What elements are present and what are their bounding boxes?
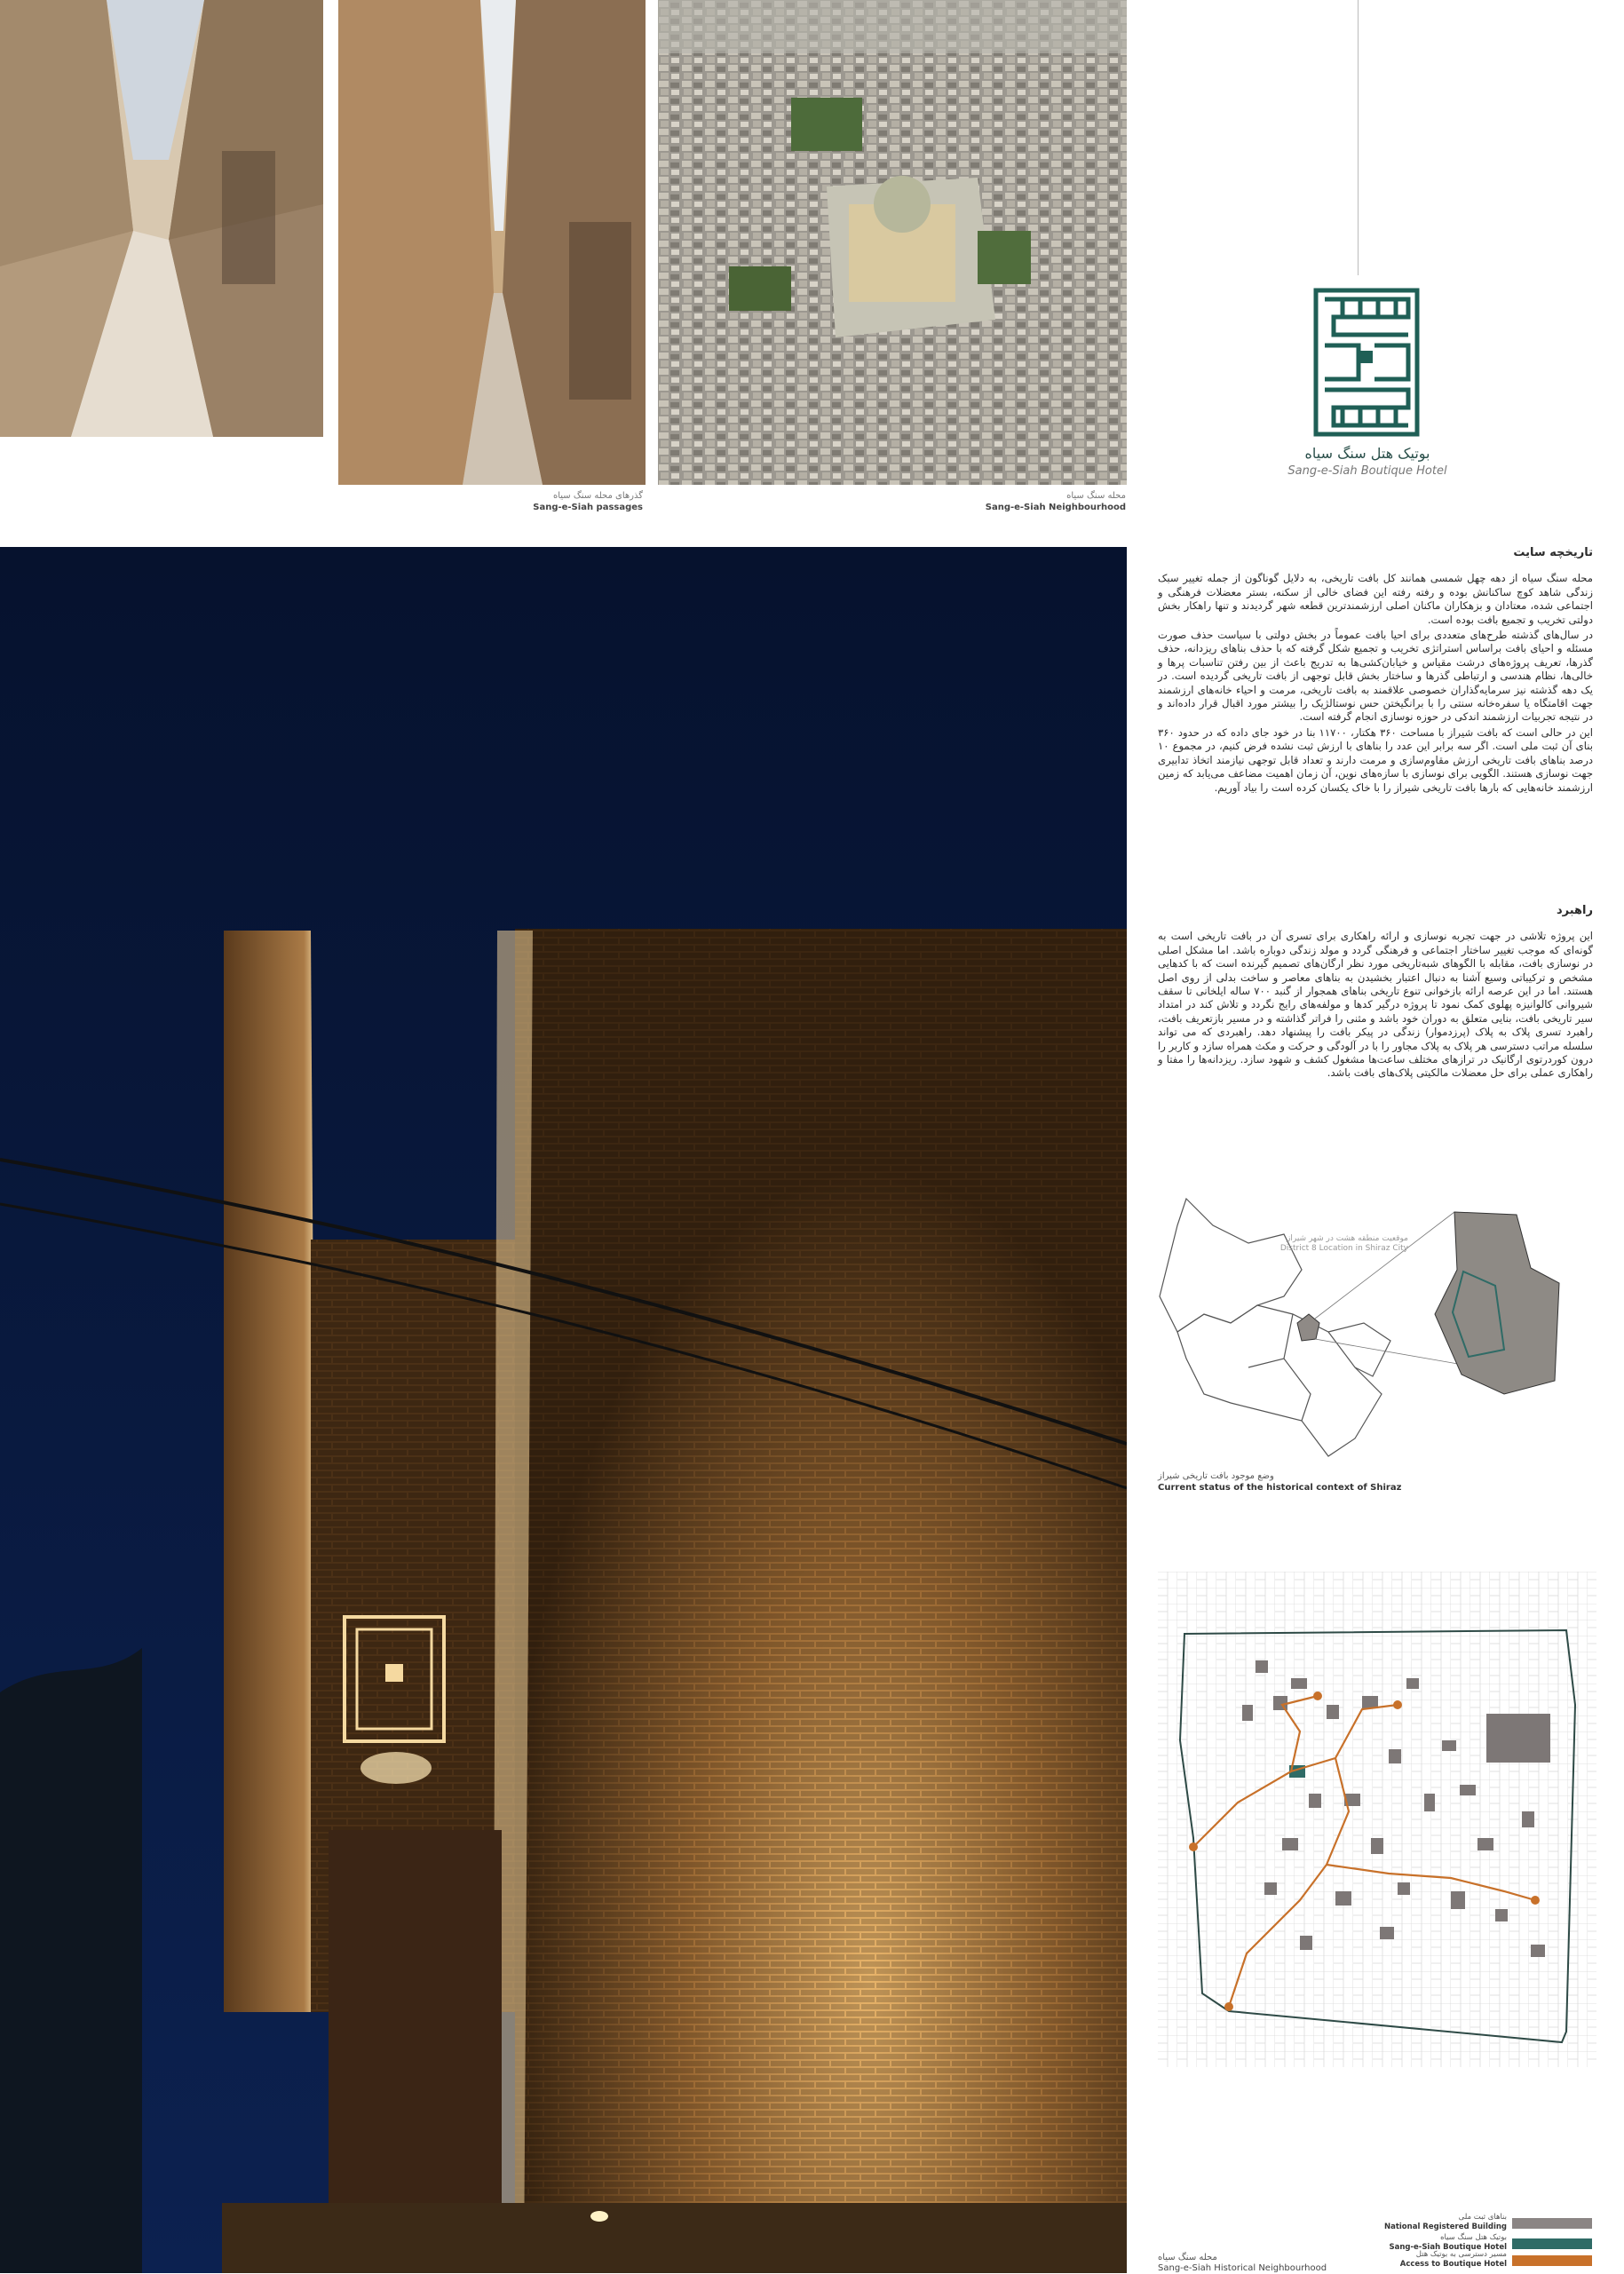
legend-label-en: Sang-e-Siah Boutique Hotel	[1389, 2243, 1507, 2252]
caption-passages-en: Sang-e-Siah passages	[533, 503, 643, 512]
district-location-label	[1266, 1234, 1408, 1254]
logo-title-en: Sang-e-Siah Boutique Hotel	[1287, 464, 1447, 478]
neighbourhood-map-caption	[1158, 2253, 1389, 2274]
photo-hotel-facade-night	[0, 547, 1127, 2273]
legend-label-fa: مسیر دسترسی به بوتیک هتل	[1415, 2250, 1507, 2259]
history-paragraph: این در حالی است که بافت شیراز با مساحت ۳۶۰ هکتار، ۱۱۷۰۰ بنا در خود جای داده که در حدود ۳۶۰ بنای آن ثبت ملی است. اگر سه برابر این عدد را بناهای با ارزش ثبت نشده فرض کنیم، در مجموع ۱۰ درصد بناهای بافت تاریخی ارزش مقاوم‌سازی و مرمت دارند و تعداد قابل توجهی نیازمند اتخاذ تدابیری جهت نوسازی هستند. الگویی برای نوسازی با سازه‌های نوین، آن زمان اهمیت مضاعف می‌یابد که زمین ارزشمند خانه‌هایی که بارها بافت تاریخی شیراز را با خاک یکسان کرده است را بیاد آوریم.	[1158, 725, 1593, 794]
history-heading: تاریخچه سایت	[1513, 546, 1593, 559]
history-paragraph: در سال‌های گذشته طرح‌های متعددی برای احیا بافت عموماً در بخش دولتی با سیاست حذف صورت مسئله و احیای بافت براساس استراتژی تخریب و تجمیع شکل گرفته که با حذف بناهای ریزدانه، حذف گذرها، تعریف پروژه‌های درشت مقیاس و خیابان‌کشی‌ها به تدریج باعث از بین رفتن تناسبات پرها و خالی‌ها، نظام هندسی و ارتباطی گذرها و ساختار بخش قابل توجهی از بافت تاریخی گردیده است. در یک دهه گذشته نیز سرمایه‌گذاران خصوصی علاقمند به بافت تاریخی، مرمت و احیاء خانه‌های ارزشمند جهت اقامتگاه یا سفره‌خانه سنتی را با برانگیختن حس نوستالژیک را بیشتر مورد اقبال قرار داده‌اند و در نتیجه تجربیات ارزشمند اندکی در حوزه نوسازی انجام گرفته است.	[1158, 629, 1593, 724]
district-location-fa: موقعیت منطقه هشت در شهر شیراز	[1287, 1234, 1408, 1243]
history-paragraph: محله سنگ سیاه از دهه چهل شمسی همانند کل بافت تاریخی، به دلایل گوناگون از جمله تغییر سبک زندگی شاهد کوچ ساکنانش بوده و رفته رفته این فضای خالی از سکنه، بستر معضلات فرهنگی و اجتماعی شده، معتادان و بزهکاران ماکنان اصلی ارزشمندترین قطعه شهر گردیدند و تنها راهکار بخش دولتی تخریب و تجمیع بافت بوده است.	[1158, 572, 1593, 626]
caption-neighbourhood	[948, 490, 1126, 513]
city-context-map	[1151, 1190, 1595, 1465]
caption-neighbourhood-en: Sang-e-Siah Neighbourhood	[985, 503, 1126, 512]
caption-passages-fa: گذرهای محله سنگ سیاه	[552, 491, 643, 501]
legend-swatch	[1512, 2255, 1592, 2266]
legend-label-en: Access to Boutique Hotel	[1399, 2260, 1507, 2269]
photo-passage-left	[0, 0, 323, 437]
photo-passage-right	[338, 0, 646, 485]
neighbourhood-map-caption-fa: محله سنگ سیاه	[1158, 2253, 1217, 2262]
photo-neighbourhood-aerial	[658, 0, 1127, 485]
district-location-en: District 8 Location in Shiraz City	[1279, 1244, 1408, 1253]
approach-paragraph: این پروژه تلاشی در جهت تجربه نوسازی و ارائه راهکاری برای تسری آن در بافت تاریخی است به گونه‌ای که موجب تغییر ساختار اجتماعی و فرهنگی گردد و مولد زندگی دوباره باشد. اما مشکل اصلی در نوسازی بافت، مقابله با الگوهای شبه‌تاریخی مورد نظر ارگان‌های تصمیم گیرنده است که با کدهایی مشخص و ترکیباتی وسیع آشنا به دنبال اعتبار بخشیدن به بناهای معاصر و ساخت بدلی از روی اصل هستند. اما در این عرصه ارائه بازخوانی تنوع تاریخی بناهای همجوار از گنبد ۷۰۰ ساله ایلخانی تا سقف شیروانی کالوانیزه پهلوی کمک نمود تا پروژه درگیر کدها و مولفه‌های رایج نگردد و تلاش کند در امتداد سیر تاریخی بافت، بنایی متعلق به دوران خود باشد و مثنی را فراتر گذاشته و در مسیر بازتعریف بافت، راهبرد تسری پلاک به پلاک (پرزدموار) زندگی در پیکر بافت را پیشنهاد دهد. راهبردی که می تواند سلسله مراتب دسترسی هر پلاک به پلاک مجاور را با در آلودگی و حرکت و مکث همراه سازد و کاربر را درون کوردرتوی ارگانیک در تراز‌های مختلف ساعت‌ها مشغول کشف و شهود سازد. ریزدانه‌ها را مفتا و راهکاری عملی برای حل معضلات مالکیتی پلاک‌های بافت باشد.	[1158, 930, 1593, 1080]
approach-heading: راهبرد	[1556, 904, 1593, 917]
legend-label-fa: بناهای ثبت ملی	[1458, 2213, 1507, 2222]
legend-label-en: National Registered Building	[1383, 2222, 1507, 2231]
logo-title-fa: بوتیک هتل سنگ سیاه	[1304, 445, 1430, 462]
legend-label-fa: بوتیک هتل سنگ سیاه	[1440, 2233, 1507, 2242]
logo-top-line	[1358, 0, 1359, 275]
logo-seal	[1312, 287, 1421, 438]
legend-swatch	[1512, 2238, 1592, 2249]
caption-passages	[474, 490, 643, 513]
logo-title	[1270, 444, 1465, 479]
legend-swatch	[1512, 2218, 1592, 2229]
neighbourhood-map	[1158, 1572, 1596, 2067]
neighbourhood-map-caption-en: Sang-e-Siah Historical Neighbourhood	[1158, 2263, 1327, 2273]
historical-context-en: Current status of the historical context of Shiraz	[1158, 1483, 1402, 1493]
legend-item	[1399, 2250, 1592, 2273]
caption-neighbourhood-fa: محله سنگ سیاه	[1066, 491, 1126, 501]
approach-section	[1158, 904, 1593, 1082]
history-section	[1158, 546, 1593, 796]
historical-context-caption	[1158, 1470, 1424, 1494]
historical-context-fa: وضع موجود بافت تاریخی شیراز	[1158, 1471, 1274, 1481]
